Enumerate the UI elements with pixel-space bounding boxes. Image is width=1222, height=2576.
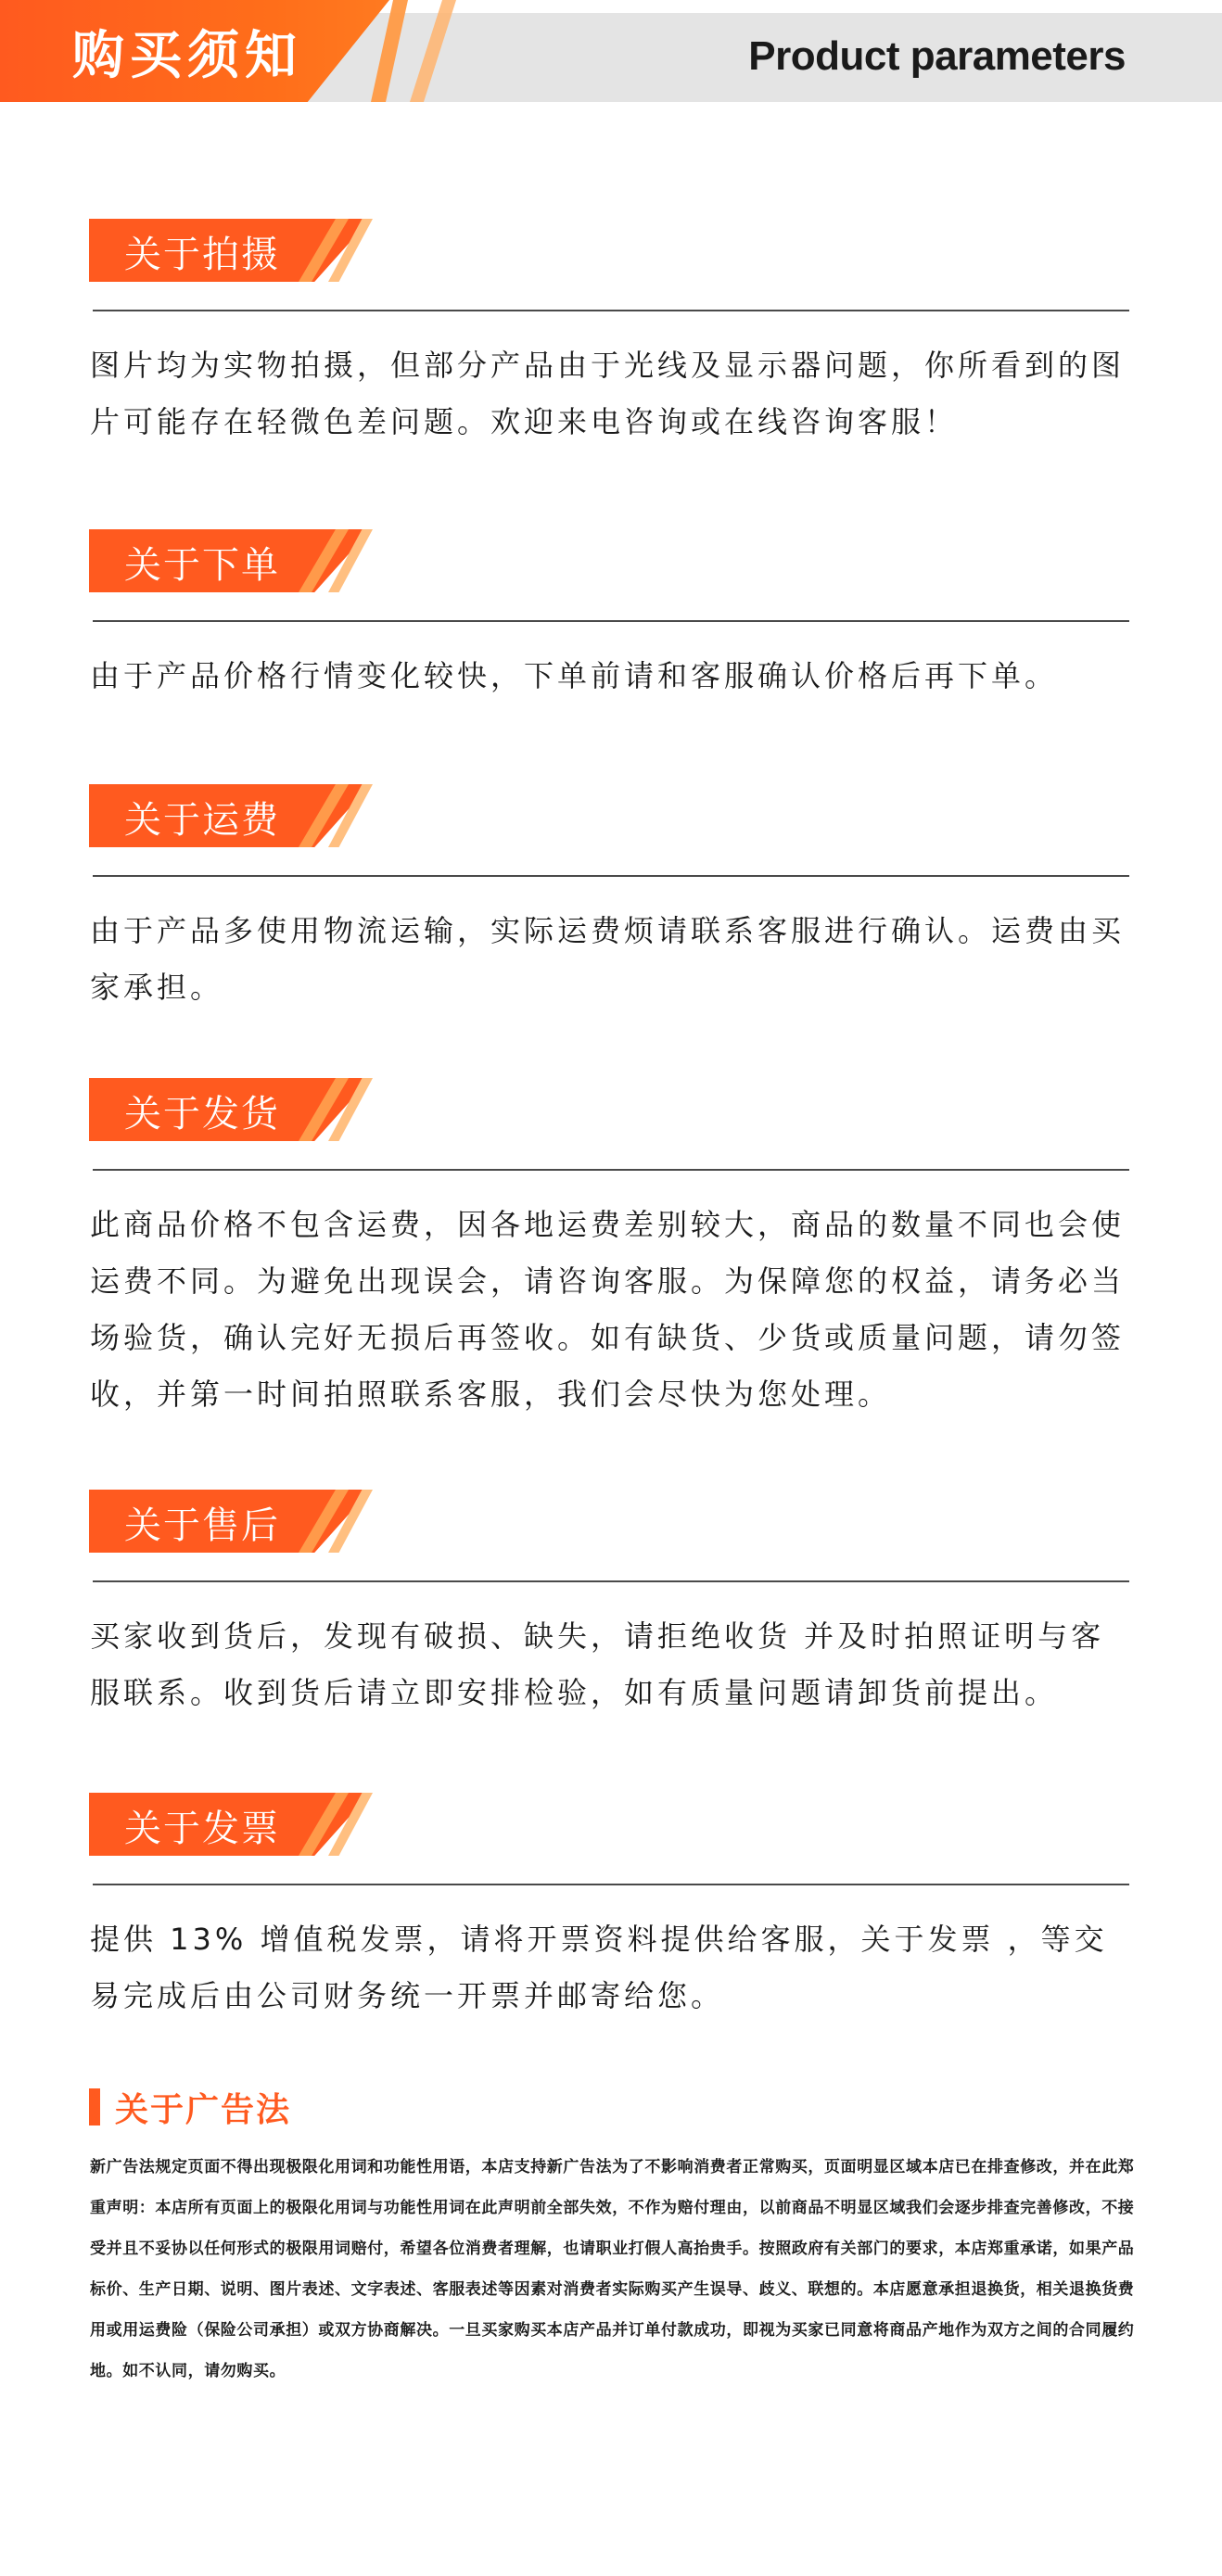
section-divider <box>93 620 1129 622</box>
section-title: 关于发票 <box>124 1808 280 1850</box>
section-divider <box>93 310 1129 311</box>
page-header <box>0 0 1222 102</box>
section-title: 关于售后 <box>124 1504 280 1547</box>
section-title: 关于拍摄 <box>124 234 280 276</box>
section-title: 关于下单 <box>124 544 280 587</box>
section-title: 关于发货 <box>124 1093 280 1136</box>
section-body: 由于产品价格行情变化较快，下单前请和客服确认价格后再下单。 <box>90 658 1059 693</box>
page-title: 购买须知 <box>72 26 302 86</box>
section-body: 提供 13% 增值税发票，请将开票资料提供给客服，关于发票 ，等交易完成后由公司财务统一开票并邮寄给您。 <box>90 1922 1108 2013</box>
section-divider <box>93 1884 1129 1885</box>
ad-law-body: 新广告法规定页面不得出现极限化用词和功能性用语，本店支持新广告法为了不影响消费者正常购买，页面明显区域本店已在排查修改，并在此郑重声明：本店所有页面上的极限化用词与功能性用词在此声明前全部失效，不作为赔付理由，以前商品不明显区域我们会逐步排查完善修改，不接受并且不妥协以任何形式的极限用词赔付，希望各位消费者理解，也请职业打假人高抬贵手。按照政府有关部门的要求，本店郑重承诺，如果产品标价、生产日期、说明、图片表述、文字表述、客服表述等因素对消费者实际购买产生误导、歧义、联想的。本店愿意承担退换货，相关退换货费用或用运费险（保险公司承担）或双方协商解决。一旦买家购买本店产品并订单付款成功，即视为买家已同意将商品产地作为双方之间的合同履约地。如不认同，请勿购买。 <box>90 2158 1135 2380</box>
ad-law-title: 关于广告法 <box>115 2091 292 2129</box>
section-body: 图片均为实物拍摄，但部分产品由于光线及显示器问题，你所看到的图片可能存在轻微色差问题。欢迎来电咨询或在线咨询客服！ <box>90 348 1126 439</box>
section-body: 买家收到货后，发现有破损、缺失，请拒绝收货 并及时拍照证明与客服联系。收到货后请立即安排检验，如有质量问题请卸货前提出。 <box>90 1618 1105 1710</box>
section-divider <box>93 1169 1129 1171</box>
section-divider <box>93 875 1129 877</box>
ad-law-accent-bar <box>89 2088 100 2126</box>
section-title: 关于运费 <box>124 799 280 842</box>
section-body: 此商品价格不包含运费，因各地运费差别较大，商品的数量不同也会使运费不同。为避免出现误会，请咨询客服。为保障您的权益，请务必当场验货，确认完好无损后再签收。如有缺货、少货或质量问题，请勿签收，并第一时间拍照联系客服，我们会尽快为您处理。 <box>90 1207 1126 1412</box>
page-subtitle: Product parameters <box>748 33 1126 79</box>
section-divider <box>93 1580 1129 1582</box>
section-body: 由于产品多使用物流运输，实际运费烦请联系客服进行确认。运费由买家承担。 <box>90 913 1126 1005</box>
